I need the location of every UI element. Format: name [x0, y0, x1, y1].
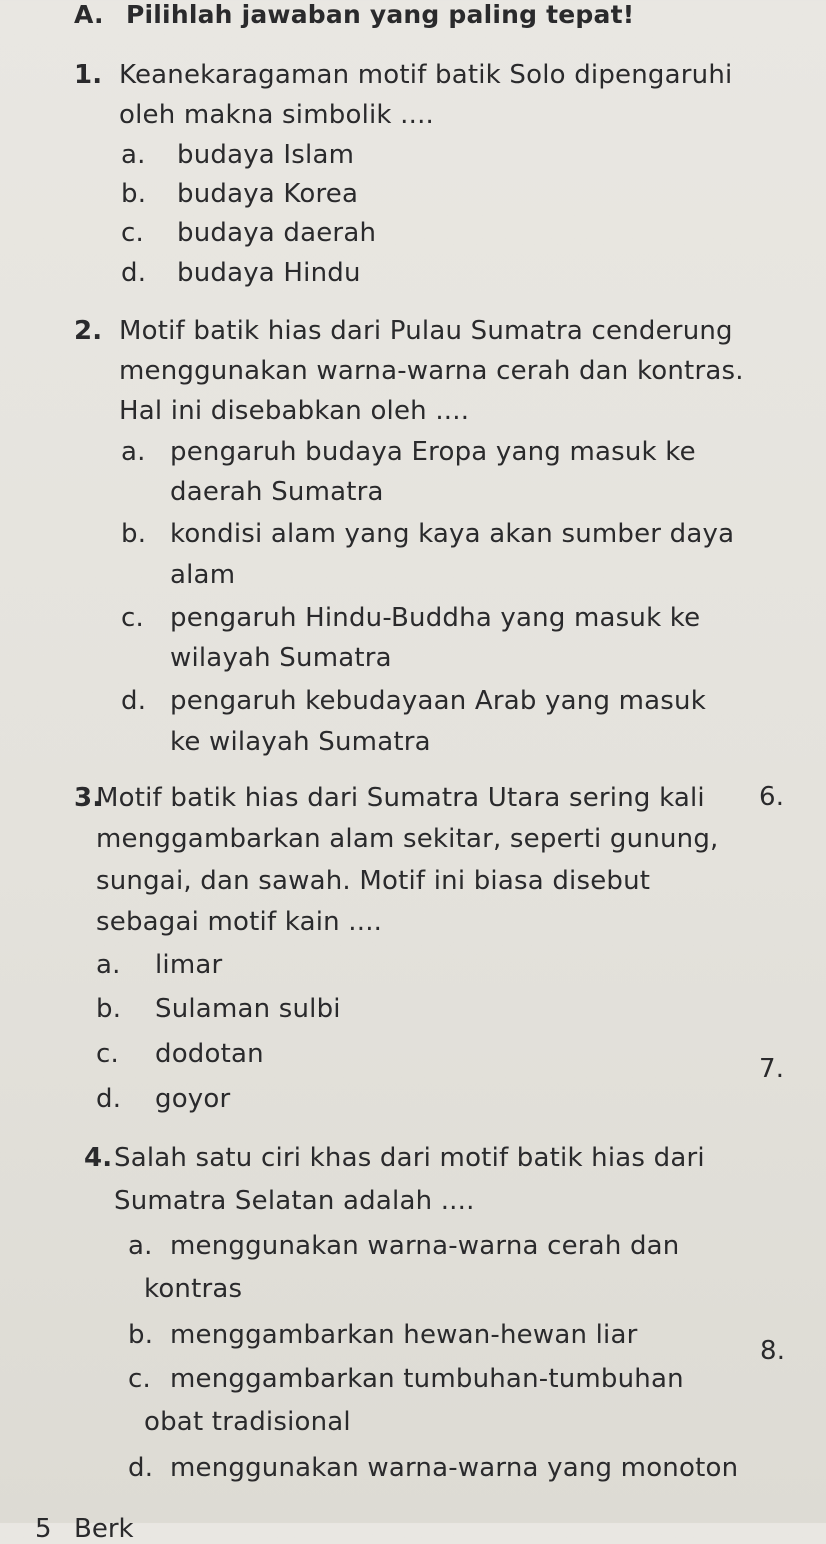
option-letter: c.: [128, 1364, 151, 1394]
question-text-line: menggambarkan alam sekitar, seperti gunung,: [96, 824, 719, 854]
option-text: ke wilayah Sumatra: [170, 727, 431, 757]
question-text-line: oleh makna simbolik ....: [119, 100, 434, 130]
option-text: kondisi alam yang kaya akan sumber daya: [170, 519, 735, 549]
question-text-line: Hal ini disebabkan oleh ....: [119, 396, 470, 426]
option-text: menggunakan warna-warna cerah dan: [170, 1231, 680, 1261]
option-letter: c.: [121, 218, 144, 248]
option-letter: a.: [121, 437, 146, 467]
option-text: wilayah Sumatra: [170, 643, 392, 673]
option-letter: a.: [121, 140, 146, 170]
option-text: menggambarkan tumbuhan-tumbuhan: [170, 1364, 684, 1394]
question-text-line: sungai, dan sawah. Motif ini biasa disebut: [96, 866, 651, 896]
option-letter: c.: [96, 1039, 119, 1069]
option-text: budaya Hindu: [177, 258, 361, 288]
option-text: budaya Islam: [177, 140, 355, 170]
option-text: kontras: [144, 1274, 243, 1304]
option-text: budaya daerah: [177, 218, 377, 248]
side-number: 6.: [759, 782, 785, 812]
question-text-line: Salah satu ciri khas dari motif batik hias dari: [114, 1143, 705, 1173]
option-text: menggambarkan hewan-hewan liar: [170, 1320, 638, 1350]
option-letter: b.: [96, 994, 122, 1024]
question-text-line: Motif batik hias dari Pulau Sumatra cenderung: [119, 316, 733, 346]
question-number: 1.: [74, 60, 103, 90]
option-text: menggunakan warna-warna yang monoton: [170, 1453, 739, 1483]
option-letter: b.: [121, 519, 147, 549]
option-text: obat tradisional: [144, 1407, 351, 1437]
question-text-line: sebagai motif kain ....: [96, 907, 383, 937]
option-letter: d.: [96, 1084, 122, 1114]
option-letter: b.: [121, 179, 147, 209]
option-letter: a.: [96, 950, 121, 980]
next-question-text: Berk: [74, 1514, 134, 1544]
question-text-line: Keanekaragaman motif batik Solo dipengaruhi: [119, 60, 733, 90]
option-letter: a.: [128, 1231, 153, 1261]
option-letter: d.: [121, 258, 147, 288]
option-text: alam: [170, 560, 236, 590]
question-text-line: Sumatra Selatan adalah ....: [114, 1186, 475, 1216]
next-question-partial: [0, 1508, 826, 1544]
option-text: limar: [155, 950, 223, 980]
question-number: 4.: [84, 1143, 113, 1173]
section-letter: A.: [74, 0, 104, 29]
option-text: dodotan: [155, 1039, 264, 1069]
option-text: daerah Sumatra: [170, 477, 384, 507]
section-title: Pilihlah jawaban yang paling tepat!: [126, 0, 635, 29]
option-letter: d.: [121, 686, 147, 716]
side-number: 8.: [760, 1336, 786, 1366]
option-letter: c.: [121, 603, 144, 633]
question-text-line: Motif batik hias dari Sumatra Utara sering kali: [96, 783, 705, 813]
side-number: 7.: [759, 1054, 785, 1084]
option-text: pengaruh kebudayaan Arab yang masuk: [170, 686, 706, 716]
option-letter: b.: [128, 1320, 154, 1350]
option-text: pengaruh Hindu-Buddha yang masuk ke: [170, 603, 701, 633]
question-number: 3.: [74, 783, 103, 813]
option-letter: d.: [128, 1453, 154, 1483]
option-text: goyor: [155, 1084, 231, 1114]
option-text: Sulaman sulbi: [155, 994, 341, 1024]
option-text: pengaruh budaya Eropa yang masuk ke: [170, 437, 696, 467]
question-text-line: menggunakan warna-warna cerah dan kontras.: [119, 356, 744, 386]
option-text: budaya Korea: [177, 179, 359, 209]
question-number: 2.: [74, 316, 103, 346]
next-question-number: 5: [35, 1514, 52, 1544]
